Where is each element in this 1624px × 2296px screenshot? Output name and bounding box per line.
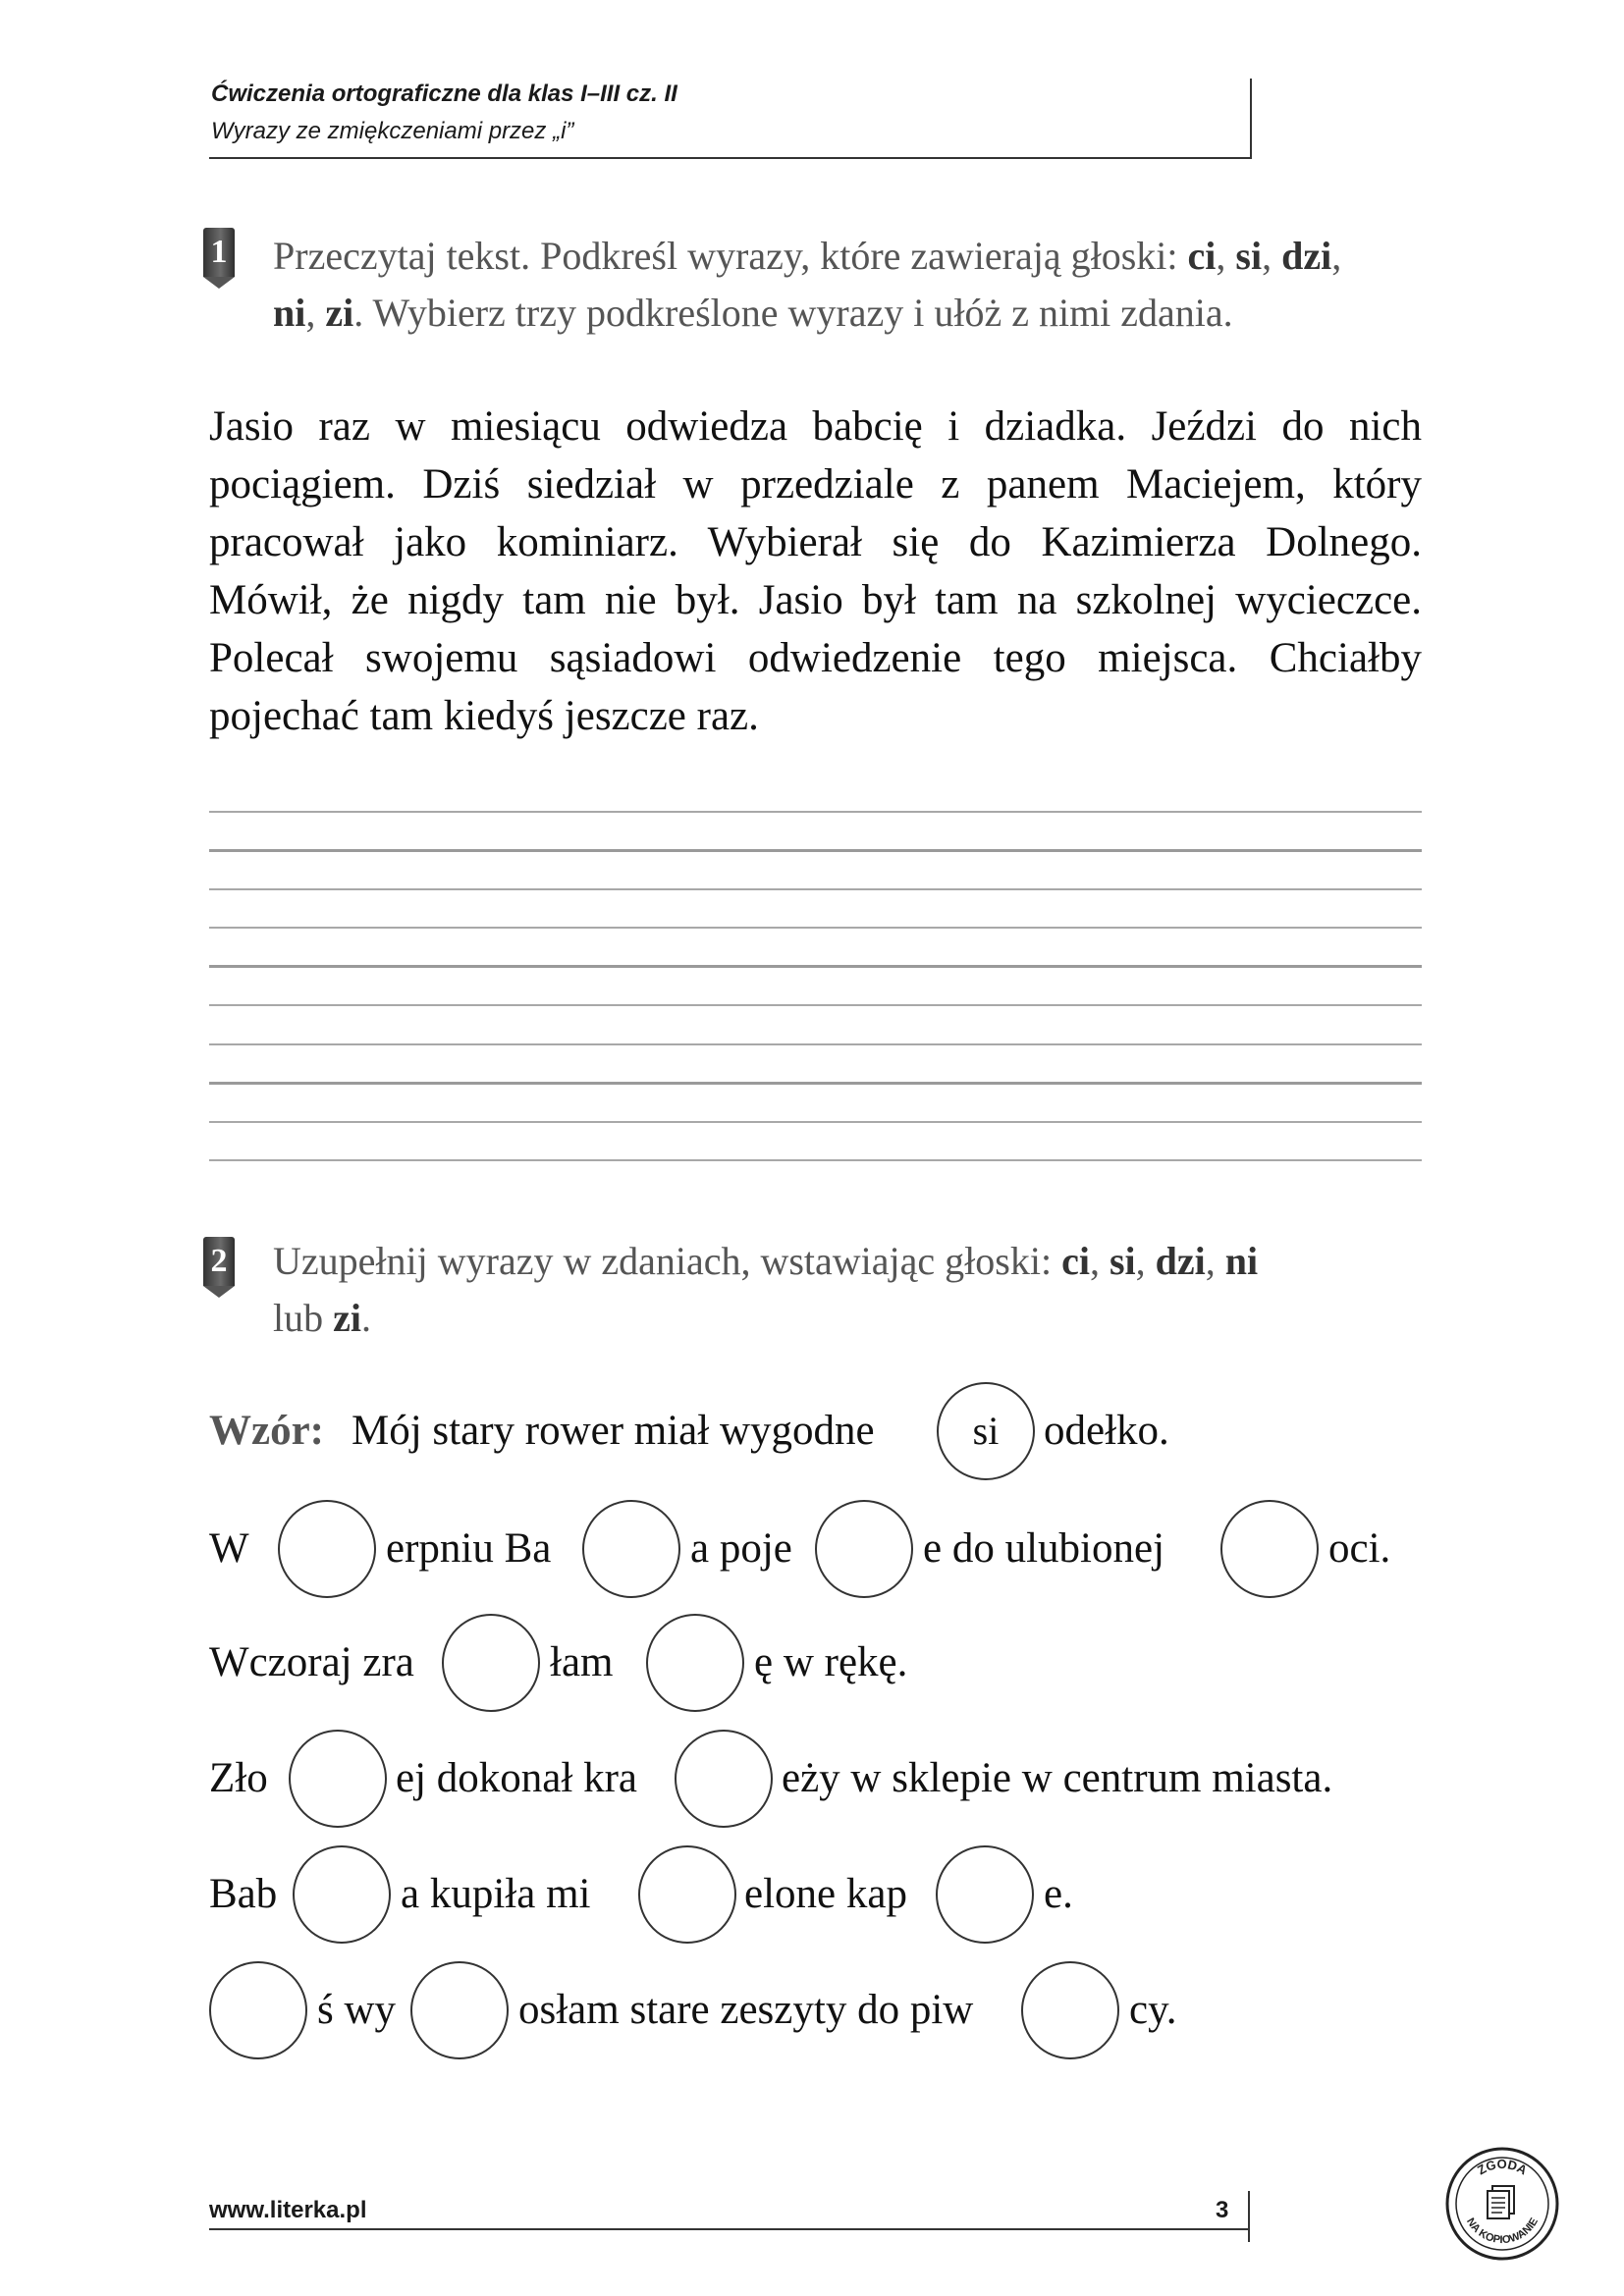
book-title: Ćwiczenia ortograficzne dla klas I–III cz. II: [211, 80, 677, 107]
writing-line[interactable]: [209, 849, 1422, 852]
pencil-tip-icon: [203, 277, 235, 289]
exercise-2-instruction: [273, 1233, 1451, 1347]
example-answer-circle: si: [937, 1382, 1035, 1480]
sentence-text: a kupiła mi: [401, 1871, 591, 1917]
sentence-text: erpniu Ba: [386, 1525, 552, 1572]
sentence-text: e do ulubionej: [923, 1525, 1165, 1572]
page-number: 3: [1216, 2197, 1229, 2223]
text-line: pociągiem. Dziś siedział w przedziale z panem Maciejem, który: [209, 461, 1422, 507]
page-header: [209, 79, 1252, 159]
sentence-text: Bab: [209, 1871, 278, 1917]
exercise-1-number: 1: [203, 228, 235, 277]
instruction-line: Przeczytaj tekst. Podkreśl wyrazy, które zawierają głoski: ci, si, dzi,: [273, 234, 1342, 278]
sentence-text: Wczoraj zra: [209, 1639, 414, 1685]
answer-circle[interactable]: [936, 1845, 1034, 1944]
sentence-2: [209, 1614, 1427, 1712]
sentence-text: cy.: [1129, 1987, 1177, 2033]
text-line: pracował jako kominiarz. Wybierał się do Kazimierza Dolnego.: [209, 519, 1422, 565]
writing-line[interactable]: [209, 965, 1422, 968]
instruction-line: ni, zi. Wybierz trzy podkreślone wyrazy i ułóż z nimi zdania.: [273, 291, 1233, 335]
sentence-text: elone kap: [744, 1871, 907, 1917]
writing-line[interactable]: [209, 811, 1422, 813]
writing-line[interactable]: [209, 1082, 1422, 1085]
sentence-3: [209, 1730, 1427, 1828]
sentence-text: Zło: [209, 1755, 268, 1801]
answer-circle[interactable]: [582, 1500, 680, 1598]
chapter-title: Wyrazy ze zmiękczeniami przez „i”: [211, 118, 574, 144]
sentence-text: łam: [550, 1639, 614, 1685]
documents-icon: [1488, 2186, 1514, 2218]
reading-text: [209, 398, 1422, 745]
sentence-text: a poje: [690, 1525, 792, 1572]
sentence-text: W: [209, 1525, 249, 1572]
sentence-text: e.: [1044, 1871, 1073, 1917]
writing-line[interactable]: [209, 927, 1422, 929]
answer-circle[interactable]: [815, 1500, 913, 1598]
text-line: Mówił, że nigdy tam nie był. Jasio był tam na szkolnej wycieczce.: [209, 577, 1422, 623]
answer-circle[interactable]: [293, 1845, 391, 1944]
answer-circle[interactable]: [289, 1730, 387, 1828]
writing-line[interactable]: [209, 1043, 1422, 1045]
instruction-line: Uzupełnij wyrazy w zdaniach, wstawiając głoski: ci, si, dzi, ni: [273, 1239, 1259, 1283]
answer-circle[interactable]: [1220, 1500, 1319, 1598]
text-line: pojechać tam kiedyś jeszcze raz.: [209, 693, 759, 739]
answer-circle[interactable]: [675, 1730, 773, 1828]
writing-line[interactable]: [209, 888, 1422, 890]
text-line: Jasio raz w miesiącu odwiedza babcię i dziadka. Jeździ do nich: [209, 403, 1422, 450]
instruction-line: lub zi.: [273, 1296, 371, 1340]
sentence-4: [209, 1845, 1427, 1944]
example-label: Wzór:: [209, 1408, 324, 1454]
stamp-top-text: ZGODA: [1474, 2156, 1530, 2178]
copy-permission-stamp-icon: [1443, 2145, 1561, 2263]
stamp-bottom-text: NA KOPIOWANIE: [1464, 2216, 1541, 2247]
sentence-text: ś wy: [317, 1987, 397, 2033]
sentence-text: eży w sklepie w centrum miasta.: [782, 1755, 1333, 1801]
answer-circle[interactable]: [410, 1961, 509, 2059]
sentence-text: oci.: [1328, 1525, 1391, 1572]
sentence-text: ej dokonał kra: [396, 1755, 637, 1801]
exercise-2-number-badge: [203, 1237, 235, 1296]
writing-line[interactable]: [209, 1004, 1422, 1006]
answer-circle[interactable]: [638, 1845, 736, 1944]
sentence-text: Mój stary rower miał wygodne: [352, 1408, 875, 1454]
sentence-text: ę w rękę.: [754, 1639, 908, 1685]
answer-circle[interactable]: [442, 1614, 540, 1712]
answer-circle[interactable]: [278, 1500, 376, 1598]
footer-separator: [1248, 2191, 1250, 2242]
exercise-1-instruction: [273, 228, 1451, 342]
exercise-1-number-badge: [203, 228, 235, 287]
footer-website-link[interactable]: www.literka.pl: [209, 2197, 367, 2223]
answer-circle[interactable]: [1021, 1961, 1119, 2059]
sentence-text: odełko.: [1044, 1408, 1169, 1454]
text-line: Polecał swojemu sąsiadowi odwiedzenie tego miejsca. Chciałby: [209, 635, 1422, 681]
sentence-5: [209, 1961, 1427, 2059]
writing-line[interactable]: [209, 1159, 1422, 1161]
sentence-1: [209, 1500, 1427, 1598]
example-sentence: [209, 1382, 1427, 1480]
footer-rule: [209, 2228, 1250, 2230]
answer-circle[interactable]: [209, 1961, 307, 2059]
exercise-2-number: 2: [203, 1237, 235, 1286]
writing-line[interactable]: [209, 1121, 1422, 1123]
sentence-text: osłam stare zeszyty do piw: [518, 1987, 974, 2033]
pencil-tip-icon: [203, 1286, 235, 1298]
answer-circle[interactable]: [646, 1614, 744, 1712]
